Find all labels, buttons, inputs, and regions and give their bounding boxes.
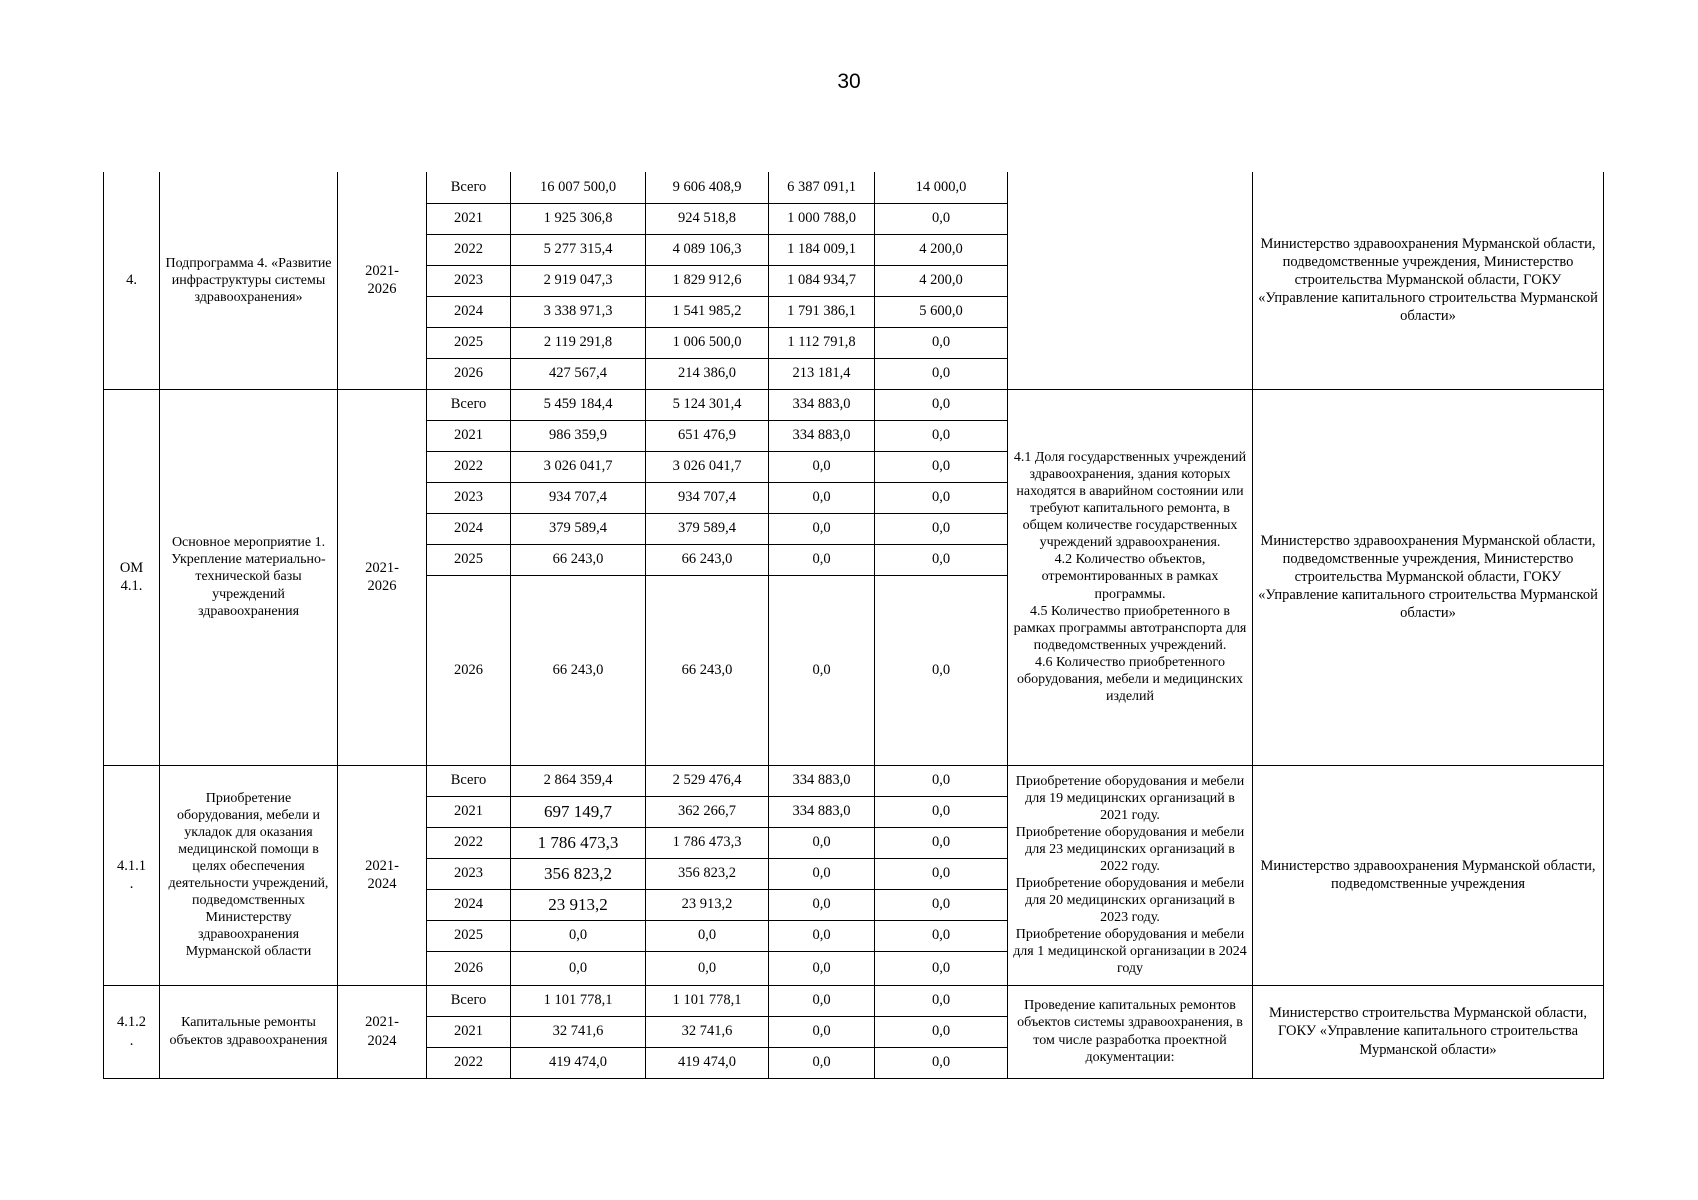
regional-budget-cell: 2 529 476,4 (646, 765, 769, 796)
other-sources-cell: 0,0 (875, 765, 1008, 796)
regional-budget-cell: 0,0 (646, 951, 769, 985)
year-cell: 2024 (427, 296, 511, 327)
year-cell: 2025 (427, 544, 511, 575)
table-row (104, 172, 1604, 203)
other-sources-cell: 0,0 (875, 389, 1008, 420)
regional-budget-cell: 4 089 106,3 (646, 234, 769, 265)
year-cell: Всего (427, 765, 511, 796)
year-cell: 2023 (427, 858, 511, 889)
item-description-cell: Основное мероприятие 1. Укрепление материально-технической базы учреждений здравоохранения (160, 389, 338, 765)
table-row (104, 985, 1604, 1016)
regional-budget-cell: 5 124 301,4 (646, 389, 769, 420)
total-cell: 0,0 (511, 920, 646, 951)
year-cell: 2022 (427, 451, 511, 482)
total-cell: 419 474,0 (511, 1047, 646, 1078)
indicators-cell: Проведение капитальных ремонтов объектов системы здравоохранения, в том числе разработка проектной документации: (1008, 985, 1253, 1078)
other-sources-cell: 4 200,0 (875, 265, 1008, 296)
regional-budget-cell: 651 476,9 (646, 420, 769, 451)
other-sources-cell: 0,0 (875, 1047, 1008, 1078)
other-sources-cell: 5 600,0 (875, 296, 1008, 327)
federal-budget-cell: 1 791 386,1 (769, 296, 875, 327)
indicators-cell (1008, 172, 1253, 389)
year-cell: 2026 (427, 358, 511, 389)
other-sources-cell: 0,0 (875, 858, 1008, 889)
item-description-cell: Приобретение оборудования, мебели и укладок для оказания медицинской помощи в целях обеспечения деятельности учреждений, подведомственных Министерству здравоохранения Мурманской области (160, 765, 338, 985)
federal-budget-cell: 1 000 788,0 (769, 203, 875, 234)
regional-budget-cell: 1 829 912,6 (646, 265, 769, 296)
total-cell: 2 919 047,3 (511, 265, 646, 296)
federal-budget-cell: 0,0 (769, 575, 875, 765)
federal-budget-cell: 334 883,0 (769, 389, 875, 420)
federal-budget-cell: 0,0 (769, 889, 875, 920)
federal-budget-cell: 334 883,0 (769, 420, 875, 451)
year-cell: 2026 (427, 951, 511, 985)
regional-budget-cell: 1 101 778,1 (646, 985, 769, 1016)
total-cell: 66 243,0 (511, 575, 646, 765)
regional-budget-cell: 1 786 473,3 (646, 827, 769, 858)
total-cell: 934 707,4 (511, 482, 646, 513)
regional-budget-cell: 934 707,4 (646, 482, 769, 513)
other-sources-cell: 0,0 (875, 544, 1008, 575)
other-sources-cell: 0,0 (875, 1016, 1008, 1047)
page-number: 30 (837, 70, 861, 93)
total-cell: 2 864 359,4 (511, 765, 646, 796)
year-cell: 2021 (427, 420, 511, 451)
federal-budget-cell: 0,0 (769, 920, 875, 951)
total-cell: 3 338 971,3 (511, 296, 646, 327)
federal-budget-cell: 0,0 (769, 858, 875, 889)
total-cell: 697 149,7 (511, 796, 646, 827)
regional-budget-cell: 1 541 985,2 (646, 296, 769, 327)
year-cell: Всего (427, 172, 511, 203)
federal-budget-cell: 0,0 (769, 1047, 875, 1078)
period-cell: 2021- 2024 (338, 985, 427, 1078)
table-body (104, 172, 1604, 1078)
other-sources-cell: 0,0 (875, 889, 1008, 920)
federal-budget-cell: 0,0 (769, 513, 875, 544)
year-cell: 2024 (427, 513, 511, 544)
federal-budget-cell: 0,0 (769, 451, 875, 482)
executor-cell: Министерство строительства Мурманской области, ГОКУ «Управление капитального строительства Мурманской области» (1253, 985, 1604, 1078)
other-sources-cell: 0,0 (875, 827, 1008, 858)
federal-budget-cell: 0,0 (769, 544, 875, 575)
other-sources-cell: 0,0 (875, 420, 1008, 451)
total-cell: 5 459 184,4 (511, 389, 646, 420)
other-sources-cell: 0,0 (875, 451, 1008, 482)
regional-budget-cell: 419 474,0 (646, 1047, 769, 1078)
total-cell: 32 741,6 (511, 1016, 646, 1047)
federal-budget-cell: 213 181,4 (769, 358, 875, 389)
year-cell: 2025 (427, 327, 511, 358)
federal-budget-cell: 1 112 791,8 (769, 327, 875, 358)
item-number-cell: ОМ 4.1. (104, 389, 160, 765)
other-sources-cell: 0,0 (875, 358, 1008, 389)
year-cell: 2023 (427, 265, 511, 296)
regional-budget-cell: 3 026 041,7 (646, 451, 769, 482)
year-cell: Всего (427, 985, 511, 1016)
regional-budget-cell: 9 606 408,9 (646, 172, 769, 203)
total-cell: 23 913,2 (511, 889, 646, 920)
year-cell: 2022 (427, 1047, 511, 1078)
regional-budget-cell: 66 243,0 (646, 575, 769, 765)
year-cell: 2026 (427, 575, 511, 765)
total-cell: 1 925 306,8 (511, 203, 646, 234)
regional-budget-cell: 356 823,2 (646, 858, 769, 889)
indicators-cell: 4.1 Доля государственных учреждений здравоохранения, здания которых находятся в аварийном состоянии или требуют капитального ремонта, в общем количестве государственных учреждений здравоохранения. 4.2 Количество объектов, отремонтированных в рамках программы. 4.5 Количество приобретенного в рамках программы автотранспорта для подведомственных учреждений. 4.6 Количество приобретенного оборудования, мебели и медицинских изделий (1008, 389, 1253, 765)
period-cell: 2021- 2026 (338, 172, 427, 389)
other-sources-cell: 0,0 (875, 513, 1008, 544)
regional-budget-cell: 214 386,0 (646, 358, 769, 389)
other-sources-cell: 0,0 (875, 985, 1008, 1016)
other-sources-cell: 0,0 (875, 203, 1008, 234)
year-cell: 2022 (427, 234, 511, 265)
federal-budget-cell: 1 084 934,7 (769, 265, 875, 296)
item-number-cell: 4.1.1 . (104, 765, 160, 985)
total-cell: 986 359,9 (511, 420, 646, 451)
total-cell: 356 823,2 (511, 858, 646, 889)
total-cell: 16 007 500,0 (511, 172, 646, 203)
year-cell: 2021 (427, 1016, 511, 1047)
year-cell: 2021 (427, 203, 511, 234)
item-number-cell: 4.1.2 . (104, 985, 160, 1078)
federal-budget-cell: 0,0 (769, 951, 875, 985)
federal-budget-cell: 0,0 (769, 1016, 875, 1047)
other-sources-cell: 0,0 (875, 796, 1008, 827)
item-description-cell: Подпрограмма 4. «Развитие инфраструктуры системы здравоохранения» (160, 172, 338, 389)
regional-budget-cell: 362 266,7 (646, 796, 769, 827)
program-funding-table (103, 172, 1604, 1079)
other-sources-cell: 14 000,0 (875, 172, 1008, 203)
period-cell: 2021- 2026 (338, 389, 427, 765)
year-cell: Всего (427, 389, 511, 420)
item-number-cell: 4. (104, 172, 160, 389)
federal-budget-cell: 334 883,0 (769, 765, 875, 796)
other-sources-cell: 0,0 (875, 575, 1008, 765)
executor-cell: Министерство здравоохранения Мурманской области, подведомственные учреждения (1253, 765, 1604, 985)
other-sources-cell: 0,0 (875, 920, 1008, 951)
table-row (104, 765, 1604, 796)
regional-budget-cell: 1 006 500,0 (646, 327, 769, 358)
other-sources-cell: 4 200,0 (875, 234, 1008, 265)
regional-budget-cell: 23 913,2 (646, 889, 769, 920)
total-cell: 5 277 315,4 (511, 234, 646, 265)
federal-budget-cell: 0,0 (769, 985, 875, 1016)
table-row (104, 389, 1604, 420)
total-cell: 2 119 291,8 (511, 327, 646, 358)
total-cell: 3 026 041,7 (511, 451, 646, 482)
total-cell: 1 101 778,1 (511, 985, 646, 1016)
federal-budget-cell: 0,0 (769, 827, 875, 858)
indicators-cell: Приобретение оборудования и мебели для 19 медицинских организаций в 2021 году. Приобретение оборудования и мебели для 23 медицинских организаций в 2022 году. Приобретение оборудования и мебели для 20 медицинских организаций в 2023 году. Приобретение оборудования и мебели для 1 медицинской организации в 2024 году (1008, 765, 1253, 985)
total-cell: 427 567,4 (511, 358, 646, 389)
regional-budget-cell: 0,0 (646, 920, 769, 951)
other-sources-cell: 0,0 (875, 482, 1008, 513)
federal-budget-cell: 0,0 (769, 482, 875, 513)
federal-budget-cell: 334 883,0 (769, 796, 875, 827)
year-cell: 2023 (427, 482, 511, 513)
regional-budget-cell: 379 589,4 (646, 513, 769, 544)
total-cell: 1 786 473,3 (511, 827, 646, 858)
regional-budget-cell: 924 518,8 (646, 203, 769, 234)
year-cell: 2025 (427, 920, 511, 951)
regional-budget-cell: 66 243,0 (646, 544, 769, 575)
period-cell: 2021- 2024 (338, 765, 427, 985)
item-description-cell: Капитальные ремонты объектов здравоохранения (160, 985, 338, 1078)
year-cell: 2021 (427, 796, 511, 827)
federal-budget-cell: 1 184 009,1 (769, 234, 875, 265)
total-cell: 66 243,0 (511, 544, 646, 575)
other-sources-cell: 0,0 (875, 951, 1008, 985)
total-cell: 379 589,4 (511, 513, 646, 544)
federal-budget-cell: 6 387 091,1 (769, 172, 875, 203)
regional-budget-cell: 32 741,6 (646, 1016, 769, 1047)
executor-cell: Министерство здравоохранения Мурманской области, подведомственные учреждения, Министерство строительства Мурманской области, ГОКУ «Управление капитального строительства Мурманской области» (1253, 172, 1604, 389)
total-cell: 0,0 (511, 951, 646, 985)
other-sources-cell: 0,0 (875, 327, 1008, 358)
year-cell: 2024 (427, 889, 511, 920)
executor-cell: Министерство здравоохранения Мурманской области, подведомственные учреждения, Министерство строительства Мурманской области, ГОКУ «Управление капитального строительства Мурманской области» (1253, 389, 1604, 765)
year-cell: 2022 (427, 827, 511, 858)
